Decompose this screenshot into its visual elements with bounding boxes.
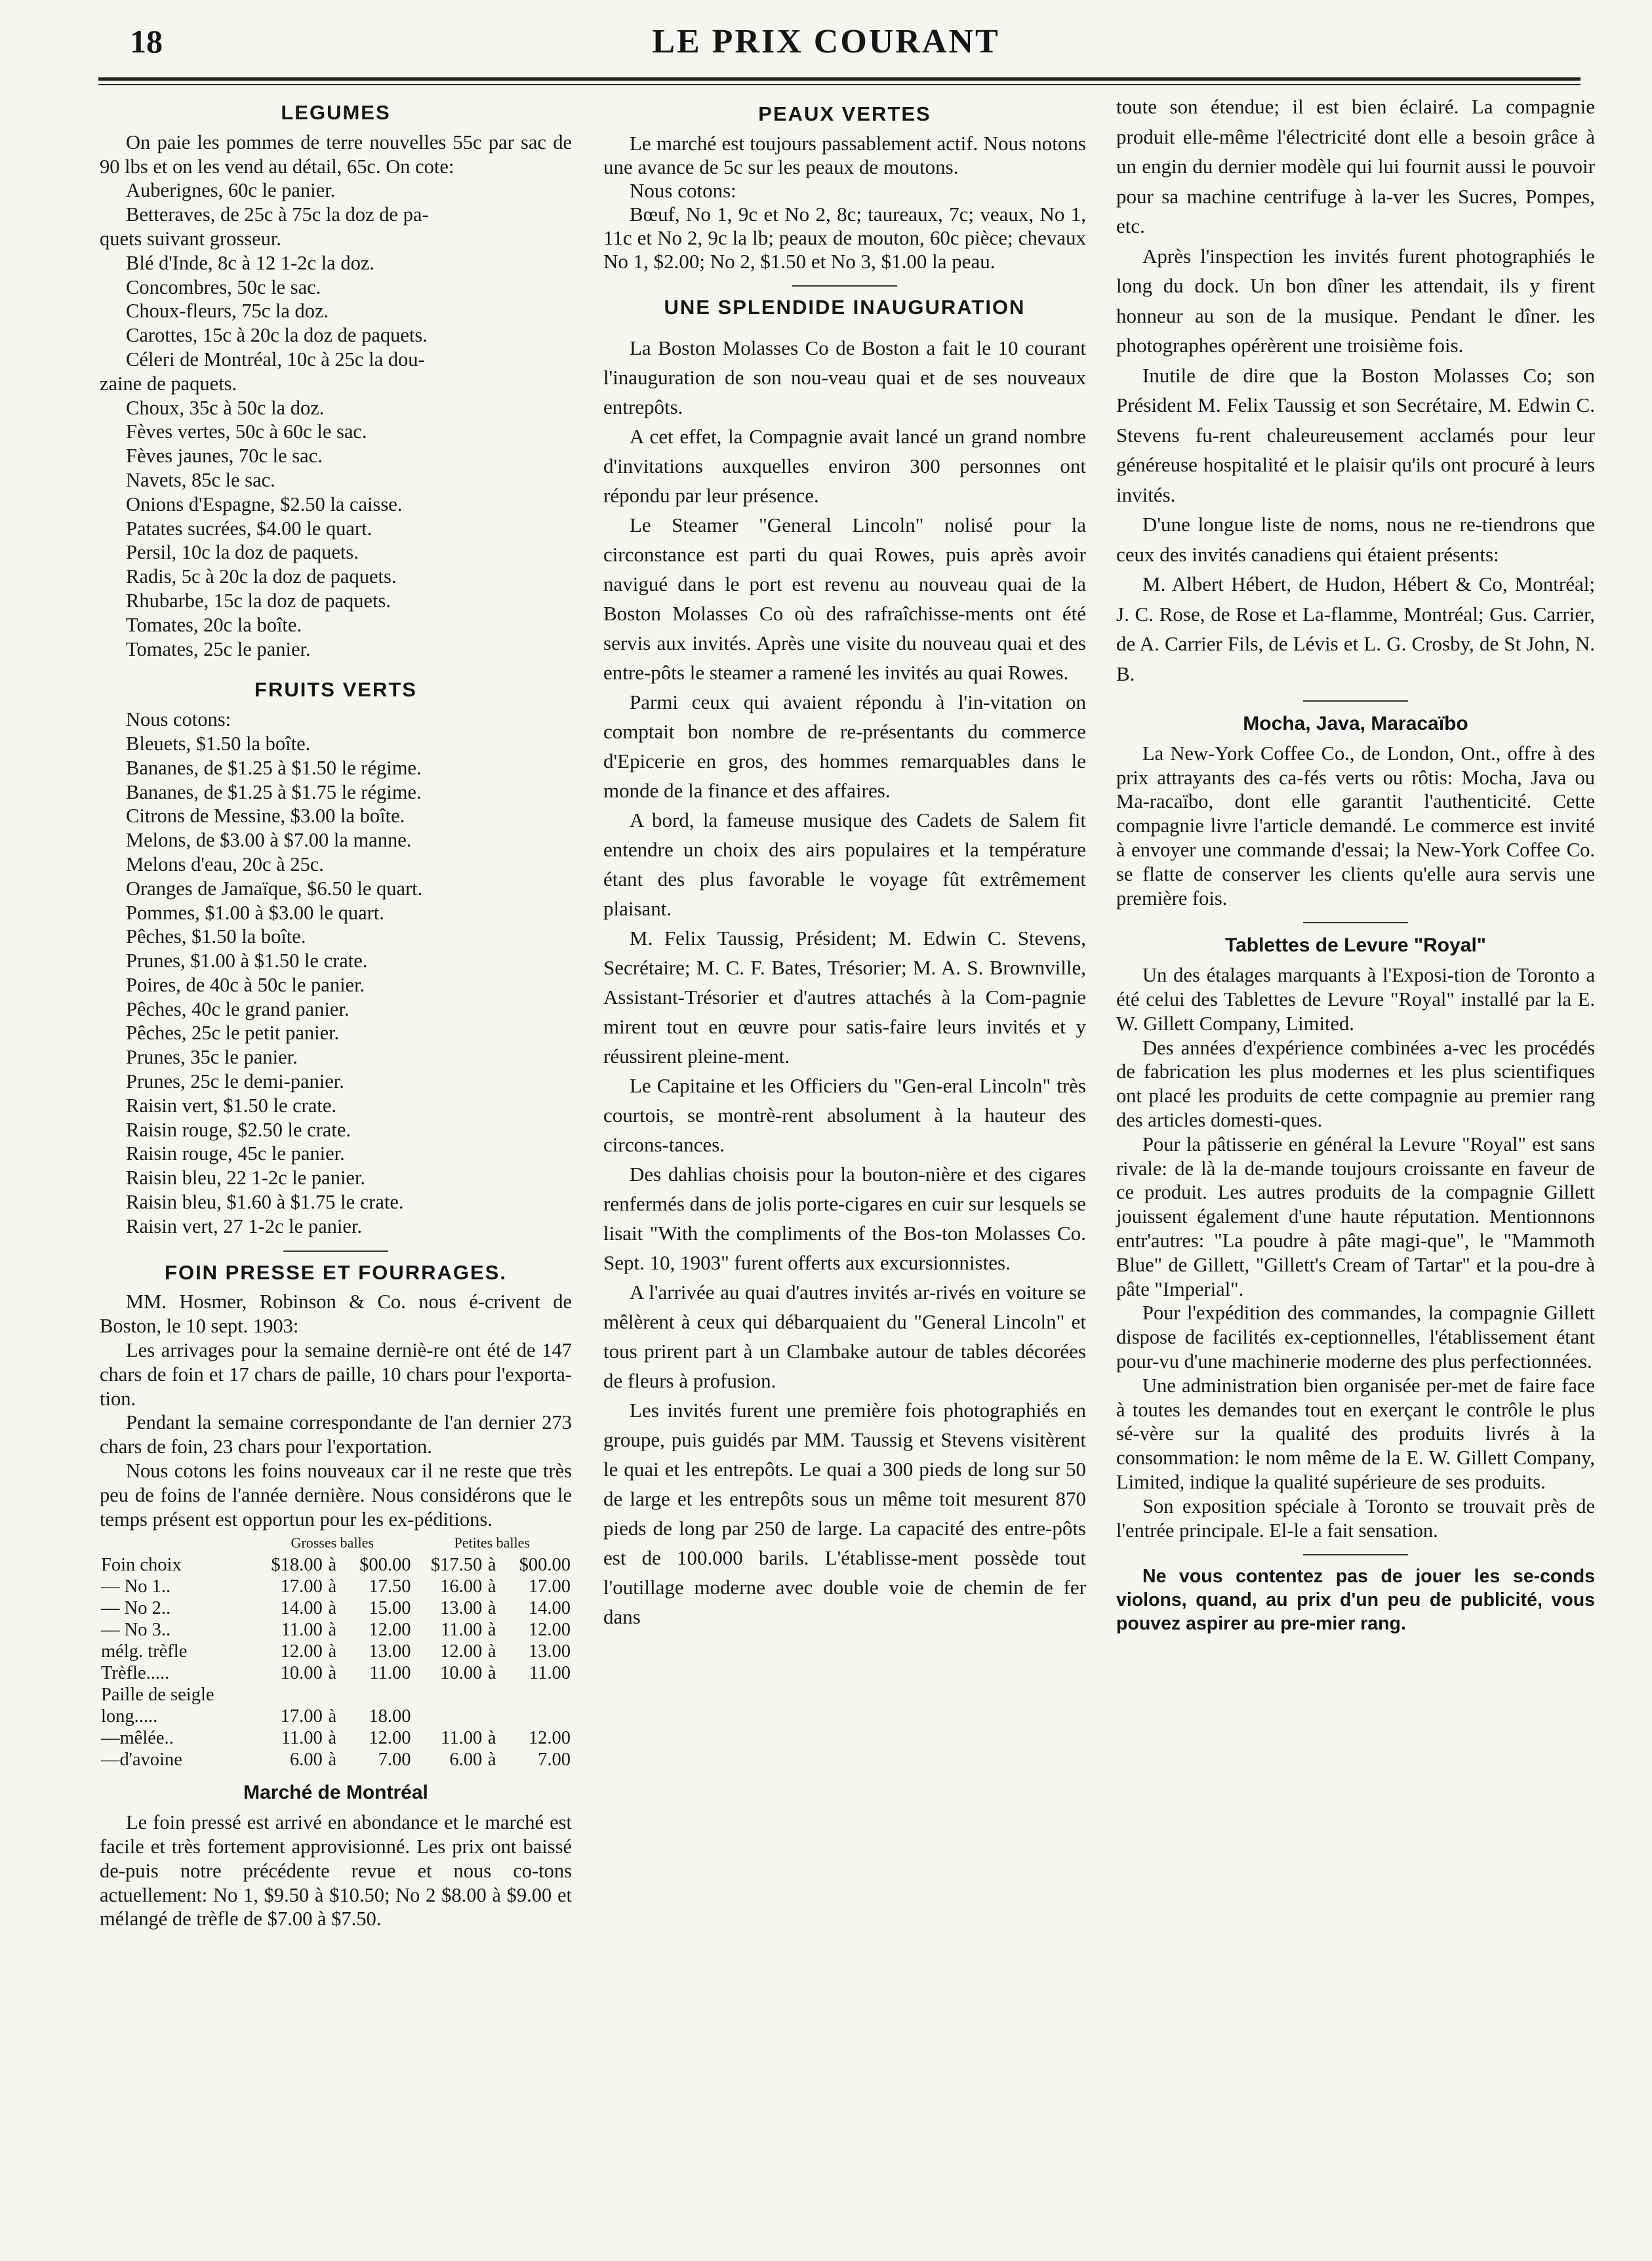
fruit-item: Pêches, $1.50 la boîte.	[126, 925, 306, 948]
price-cell	[341, 1684, 413, 1706]
fruit-item: Oranges de Jamaïque, $6.50 le quart.	[126, 877, 423, 900]
price-cell: 10.00	[280, 1663, 323, 1684]
inauguration-paragraph: toute son étendue; il est bien éclairé. La compagnie produit elle-même l'électricité dont elle a besoin grâce à un engin du dernier modèle qui lui fournit aussi le pouvoir pour sa machine centrifuge à la-ver les Sucres, Pompes, etc.	[1116, 95, 1595, 237]
price-cell: 7.00	[538, 1750, 571, 1771]
column-1	[100, 92, 572, 1931]
inauguration-paragraph: M. Felix Taussig, Président; M. Edwin C. Stevens, Secrétaire; M. C. F. Bates, Trésorier; M. A. S. Brownville, Assistant-Trésorier et d'autres attachés à la Com-pagnie mirent tout en œuvre pour satis-faire leurs invités et y réussirent pleine-ment.	[603, 926, 1086, 1068]
price-cell: $00.00	[519, 1555, 571, 1576]
price-cell: à	[328, 1576, 337, 1597]
price-cell: 11.00	[369, 1663, 411, 1684]
fruit-item: Prunes, 35c le panier.	[126, 1046, 298, 1069]
price-cell: à	[487, 1663, 496, 1684]
tablettes-heading: Tablettes de Levure "Royal"	[1224, 934, 1486, 957]
closing-note: Ne vous contentez pas de jouer les se-conds violons, quand, au prix d'un peu de publicité, vous pouvez aspirer au pre-mier rang.	[1116, 1566, 1595, 1635]
fruit-item: Melons d'eau, 20c à 25c.	[126, 852, 324, 875]
legumes-list	[100, 178, 572, 661]
price-cell: 13.00	[440, 1598, 483, 1619]
inauguration-paragraph: Les invités furent une première fois photographiés en groupe, puis guidés par MM. Taussig et Stevens visitèrent le quai et les entrepôts. Le quai a 300 pieds de long sur 50 de large et les entrepôts sous un même toit mesurent 870 pieds de long par 250 de large. La capacité des entre-pôts est de 100.000 barils. L'établisse-ment possède tout l'outillage moderne avec double voie de chemin de fer dans	[603, 1398, 1086, 1628]
price-cell: 17.50	[369, 1576, 411, 1597]
row-label: Trèfle.....	[101, 1663, 170, 1684]
row-label: — No 1..	[101, 1576, 171, 1597]
price-cell: 11.00	[281, 1728, 323, 1749]
col-header-grosses: Grosses balles	[291, 1534, 374, 1551]
column-3	[1116, 92, 1595, 1635]
legumes-item: Carottes, 15c à 20c la doz de paquets.	[126, 324, 428, 347]
price-cell: $18.00	[271, 1555, 323, 1576]
price-cell	[413, 1706, 484, 1727]
tablettes-paragraph: Une administration bien organisée per-met de faire face à toutes les demandes tout en exerçant le contrôle le plus sé-vère sur la qualité des produits livrés à la consommation: le nom même de la E. W. Gillett Company, Limited, indique la qualité supérieure de ses produits.	[1116, 1374, 1595, 1493]
fruit-item: Poires, de 40c à 50c le panier.	[126, 973, 365, 996]
legumes-item: Tomates, 25c le panier.	[126, 637, 311, 660]
fruit-item: Pommes, $1.00 à $3.00 le quart.	[126, 901, 384, 924]
foin-price-table	[100, 1531, 572, 1771]
peaux-text-1: Le marché est toujours passablement actif. Nous notons une avance de 5c sur les peaux de moutons.	[603, 131, 1086, 178]
price-cell: 13.00	[369, 1641, 411, 1662]
legumes-item: Concombres, 50c le sac.	[126, 275, 321, 298]
inauguration-paragraph: Parmi ceux qui avaient répondu à l'in-vitation on comptait bon nombre de re-présentants du commerce d'Epicerie en gros, des hommes remarquables dans le monde de la finance et des affaires.	[603, 690, 1086, 802]
legumes-item: Betteraves, de 25c à 75c la doz de pa-	[126, 203, 429, 226]
price-cell: 17.00	[280, 1706, 323, 1727]
price-row	[100, 1727, 572, 1749]
price-cell: 12.00	[528, 1620, 571, 1641]
peaux-text-2: Nous cotons:	[630, 178, 736, 202]
column-2	[603, 92, 1086, 1631]
header-rule	[98, 77, 1581, 81]
tablettes-paragraph: Des années d'expérience combinées a-vec les procédés de fabrication les plus modernes et les plus scientifiques ont placé les produits de cette compagnie au premier rang des articles domesti-ques.	[1116, 1036, 1595, 1131]
legumes-item: Tomates, 20c la boîte.	[126, 613, 302, 636]
foin-paragraph: Les arrivages pour la semaine derniè-re ont été de 147 chars de foin et 17 chars de paille, 10 chars pour l'exporta-tion.	[100, 1339, 572, 1410]
fruit-item: Raisin bleu, 22 1-2c le panier.	[126, 1167, 366, 1190]
inauguration-paragraph: Inutile de dire que la Boston Molasses Co; son Président M. Felix Taussig et son Secrétaire, M. Edwin C. Stevens fu-rent chaleureusement acclamés pour leur généreuse hospitalité et le plaisir qu'ils ont procuré à leurs invités.	[1116, 363, 1595, 506]
price-cell: à	[487, 1620, 496, 1641]
fruit-item: Melons, de $3.00 à $7.00 la manne.	[126, 829, 412, 852]
legumes-item: quets suivant grosseur.	[100, 227, 282, 250]
fruit-item: Bananes, de $1.25 à $1.50 le régime.	[126, 756, 422, 779]
inauguration-paragraph: M. Albert Hébert, de Hudon, Hébert & Co, Montréal; J. C. Rose, de Rose et La-flamme, Montréal; Gus. Carrier, de A. Carrier Fils, de Lévis et L. G. Crosby, de St John, N. B.	[1116, 572, 1595, 685]
legumes-item: Céleri de Montréal, 10c à 25c la dou-	[126, 348, 425, 370]
price-cell: 7.00	[378, 1750, 411, 1771]
inauguration-paragraph: Le Steamer "General Lincoln" nolisé pour la circonstance est parti du quai Rowes, puis après avoir navigué dans le port est revenu au nouveau quai de la Boston Molasses Co où des rafraîchisse-ments ont été servis aux invités. Après une visite du nouveau quai et des entre-pôts le steamer a ramené les invités au quai Rowes.	[603, 513, 1086, 684]
price-cell: à	[487, 1641, 496, 1662]
fruit-item: Raisin bleu, $1.60 à $1.75 le crate.	[126, 1191, 404, 1214]
legumes-item: Fèves vertes, 50c à 60c le sac.	[126, 420, 367, 443]
price-row	[100, 1554, 572, 1576]
price-row	[100, 1706, 572, 1727]
price-cell: 11.00	[529, 1663, 571, 1684]
price-cell: $17.50	[430, 1555, 483, 1576]
price-cell: 16.00	[440, 1576, 483, 1597]
legumes-item: Persil, 10c la doz de paquets.	[126, 541, 359, 564]
inauguration-paragraph: Le Capitaine et les Officiers du "Gen-eral Lincoln" très courtois, se montrè-rent absolument à la hauteur des circons-tances.	[603, 1073, 1086, 1156]
price-row	[100, 1684, 572, 1706]
inauguration-paragraph: La Boston Molasses Co de Boston a fait le 10 courant l'inauguration de son nou-veau quai et de ses nouveaux entrepôts.	[603, 336, 1086, 418]
mocha-text: La New-York Coffee Co., de London, Ont., offre à des prix attrayants des ca-fés verts ou rôtis: Mocha, Java ou Ma-racaïbo, dont elle garantit l'authenticité. Cette compagnie livre l'article demandé. Le commerce est invité à envoyer une commande d'essai; la New-York Coffee Co. se flatte de conserver les clients qu'elle aura servis une première fois.	[1116, 742, 1595, 910]
legumes-item: Choux, 35c à 50c la doz.	[126, 396, 325, 419]
price-row	[100, 1641, 572, 1662]
price-cell: 17.00	[280, 1576, 323, 1597]
legumes-item: Rhubarbe, 15c la doz de paquets.	[126, 589, 391, 612]
price-cell: 11.00	[441, 1728, 483, 1749]
legumes-item: zaine de paquets.	[100, 372, 237, 395]
fruits-intro: Nous cotons:	[126, 708, 232, 731]
peaux-text-3: Bœuf, No 1, 9c et No 2, 8c; taureaux, 7c; veaux, No 1, 11c et No 2, 9c la lb; peaux de mouton, 60c pièce; chevaux No 1, $2.00; No 2, $1.50 et No 3, $1.00 la peau.	[603, 202, 1086, 273]
price-cell	[500, 1684, 572, 1706]
inauguration-paragraph: Après l'inspection les invités furent photographiés le long du dock. Un bon dîner les attendait, ils y firent honneur au son de la musique. Pendant le dîner. les photographes opérèrent une troisième fois.	[1116, 244, 1595, 357]
row-label: long.....	[101, 1706, 158, 1727]
section-divider	[283, 1251, 388, 1252]
inauguration-paragraph: A cet effet, la Compagnie avait lancé un grand nombre d'invitations auxquelles environ 300 personnes ont répondu par leur présence.	[603, 424, 1086, 507]
row-label: Paille de seigle	[101, 1685, 214, 1706]
inauguration-paragraphs	[603, 333, 1086, 1631]
price-cell: à	[328, 1750, 337, 1771]
price-cell: 12.00	[528, 1728, 571, 1749]
price-cell: à	[328, 1620, 337, 1641]
legumes-item: Blé d'Inde, 8c à 12 1-2c la doz.	[126, 251, 374, 274]
legumes-intro: On paie les pommes de terre nouvelles 55c par sac de 90 lbs et on les vend au détail, 65c. On cote:	[100, 130, 572, 178]
price-cell: 14.00	[280, 1598, 323, 1619]
price-cell: à	[487, 1750, 496, 1771]
price-cell: 6.00	[449, 1750, 483, 1771]
inauguration-paragraph: A bord, la fameuse musique des Cadets de Salem fit entendre un choix des airs populaires et la température étant des plus favorable le voyage fût extrêmement plaisant.	[603, 808, 1086, 920]
tablettes-paragraphs	[1116, 963, 1595, 1542]
fruit-item: Raisin rouge, $2.50 le crate.	[126, 1118, 352, 1141]
tablettes-paragraph: Pour l'expédition des commandes, la compagnie Gillett dispose de facilités ex-ceptionnelles, l'établissement étant pour-vu d'une machinerie moderne des plus perfectionnées.	[1116, 1302, 1595, 1372]
legumes-item: Navets, 85c le sac.	[126, 468, 275, 491]
row-label: —d'avoine	[101, 1750, 182, 1771]
fruit-item: Bananes, de $1.25 à $1.75 le régime.	[126, 780, 422, 803]
fruit-item: Citrons de Messine, $3.00 la boîte.	[126, 805, 405, 828]
inauguration-paragraph: D'une longue liste de noms, nous ne re-tiendrons que ceux des invités canadiens qui étaient présents:	[1116, 513, 1595, 566]
price-cell: à	[328, 1555, 337, 1576]
legumes-item: Radis, 5c à 20c la doz de paquets.	[126, 565, 397, 588]
foin-heading: FOIN PRESSE ET FOURRAGES.	[165, 1260, 507, 1284]
fruit-item: Raisin vert, 27 1-2c le panier.	[126, 1214, 362, 1237]
price-cell: à	[487, 1555, 496, 1576]
price-cell: 15.00	[369, 1598, 411, 1619]
price-cell: à	[328, 1706, 337, 1727]
fruit-item: Pêches, 40c le grand panier.	[126, 997, 350, 1020]
price-cell	[324, 1684, 341, 1706]
price-cell	[252, 1684, 324, 1706]
price-cell: 10.00	[440, 1663, 483, 1684]
foin-paragraphs	[100, 1290, 572, 1531]
price-row	[100, 1619, 572, 1641]
fruits-list	[100, 732, 572, 1239]
page-title: LE PRIX COURANT	[652, 23, 1000, 60]
price-cell: 12.00	[369, 1728, 411, 1749]
page-number: 18	[130, 23, 163, 60]
header-rule-thin	[98, 84, 1581, 85]
marche-text: Le foin pressé est arrivé en abondance et le marché est facile et très fortement approvisionné. Les prix ont baissé de-puis notre précédente revue et nous co-tons actuellement: No 1, $9.50 à $10.50; No 2 $8.00 à $9.00 et mélangé de trèfle de $7.00 à $7.50.	[100, 1811, 572, 1931]
price-cell: à	[328, 1663, 337, 1684]
price-cell: 12.00	[440, 1641, 483, 1662]
price-cell	[413, 1684, 484, 1706]
price-cell: à	[487, 1728, 496, 1749]
price-row	[100, 1576, 572, 1597]
inauguration-paragraph: Des dahlias choisis pour la bouton-nière et des cigares renfermés dans de jolis porte-cigares en cuir sur lesquels se lisait "With the compliments of the Bos-ton Molasses Co. Sept. 10, 1903" furent offerts aux excursionnistes.	[603, 1162, 1086, 1274]
price-cell	[483, 1706, 500, 1727]
fruit-item: Bleuets, $1.50 la boîte.	[126, 732, 311, 755]
price-row	[100, 1597, 572, 1619]
legumes-heading: LEGUMES	[281, 101, 391, 124]
price-cell: 17.00	[528, 1576, 571, 1597]
row-label: Foin choix	[101, 1555, 182, 1576]
section-divider	[1303, 700, 1408, 702]
legumes-item: Onions d'Espagne, $2.50 la caisse.	[126, 492, 403, 515]
price-cell: 11.00	[281, 1620, 323, 1641]
foin-paragraph: MM. Hosmer, Robinson & Co. nous é-crivent de Boston, le 10 sept. 1903:	[100, 1291, 572, 1338]
mocha-heading: Mocha, Java, Maracaïbo	[1243, 713, 1468, 734]
legumes-item: Patates sucrées, $4.00 le quart.	[126, 517, 373, 540]
fruit-item: Raisin rouge, 45c le panier.	[126, 1142, 345, 1165]
tablettes-paragraph: Pour la pâtisserie en général la Levure "Royal" est sans rivale: de là la de-mande toujours croissante en faveur de ce produit. Les autres produits de la compagnie Gillett jouissent également d'une haute réputation. Mentionnons entr'autres: "La poudre à pâte magi-que", le "Mammoth Blue" de Gillett, "Gillett's Cream of Tartar" et la pou-dre à pâte "Imperial".	[1116, 1132, 1595, 1300]
price-cell: à	[328, 1598, 337, 1619]
peaux-heading: PEAUX VERTES	[758, 102, 931, 125]
price-row	[100, 1749, 572, 1771]
price-cell: 12.00	[280, 1641, 323, 1662]
tablettes-paragraph: Son exposition spéciale à Toronto se trouvait près de l'entrée principale. El-le a fait sensation.	[1116, 1494, 1595, 1542]
price-cell	[483, 1684, 500, 1706]
fruit-item: Prunes, $1.00 à $1.50 le crate.	[126, 950, 368, 972]
marche-heading: Marché de Montréal	[243, 1782, 428, 1804]
price-cell: 13.00	[528, 1641, 571, 1662]
fruits-heading: FRUITS VERTS	[254, 678, 417, 702]
price-cell: à	[328, 1728, 337, 1749]
row-label: mélg. trèfle	[101, 1641, 188, 1662]
section-divider	[1303, 922, 1408, 923]
foin-paragraph: Pendant la semaine correspondante de l'an dernier 273 chars de foin, 23 chars pour l'exportation.	[100, 1411, 572, 1458]
price-cell: 14.00	[528, 1598, 571, 1619]
row-label: — No 3..	[101, 1620, 171, 1641]
row-label: —mêlée..	[101, 1728, 174, 1749]
legumes-item: Auberignes, 60c le panier.	[126, 179, 336, 202]
legumes-item: Fèves jaunes, 70c le sac.	[126, 445, 323, 468]
fruit-item: Pêches, 25c le petit panier.	[126, 1022, 340, 1045]
price-cell: 18.00	[369, 1706, 411, 1727]
price-cell: à	[487, 1576, 496, 1597]
inauguration-paragraph: A l'arrivée au quai d'autres invités ar-rivés en voiture se mêlèrent à ceux qui débarquaient du "General Lincoln" et tous prirent part à un Clambake autour de tables décorées de fleurs à profusion.	[603, 1280, 1086, 1392]
tablettes-paragraph: Un des étalages marquants à l'Exposi-tion de Toronto a été celui des Tablettes de Levure "Royal" installé par la E. W. Gillett Company, Limited.	[1116, 964, 1595, 1035]
legumes-item: Choux-fleurs, 75c la doz.	[126, 300, 329, 323]
price-cell: 12.00	[369, 1620, 411, 1641]
price-cell	[500, 1706, 572, 1727]
price-cell: à	[487, 1598, 496, 1619]
foin-paragraph: Nous cotons les foins nouveaux car il ne reste que très peu de foins de l'année dernière. Nous considérons que le temps présent est opportun pour les ex-péditions.	[100, 1460, 572, 1531]
price-cell: $00.00	[359, 1555, 411, 1576]
price-cell: à	[328, 1641, 337, 1662]
price-cell: 11.00	[441, 1620, 483, 1641]
section-divider	[792, 285, 897, 287]
inauguration-continued	[1116, 92, 1595, 689]
price-row	[100, 1662, 572, 1684]
section-divider	[1303, 1554, 1408, 1555]
fruit-item: Prunes, 25c le demi-panier.	[126, 1070, 344, 1093]
row-label: — No 2..	[101, 1598, 171, 1619]
price-cell: 6.00	[289, 1750, 323, 1771]
fruit-item: Raisin vert, $1.50 le crate.	[126, 1094, 336, 1117]
col-header-petites: Petites balles	[454, 1534, 530, 1551]
inauguration-heading: UNE SPLENDIDE INAUGURATION	[664, 295, 1026, 319]
